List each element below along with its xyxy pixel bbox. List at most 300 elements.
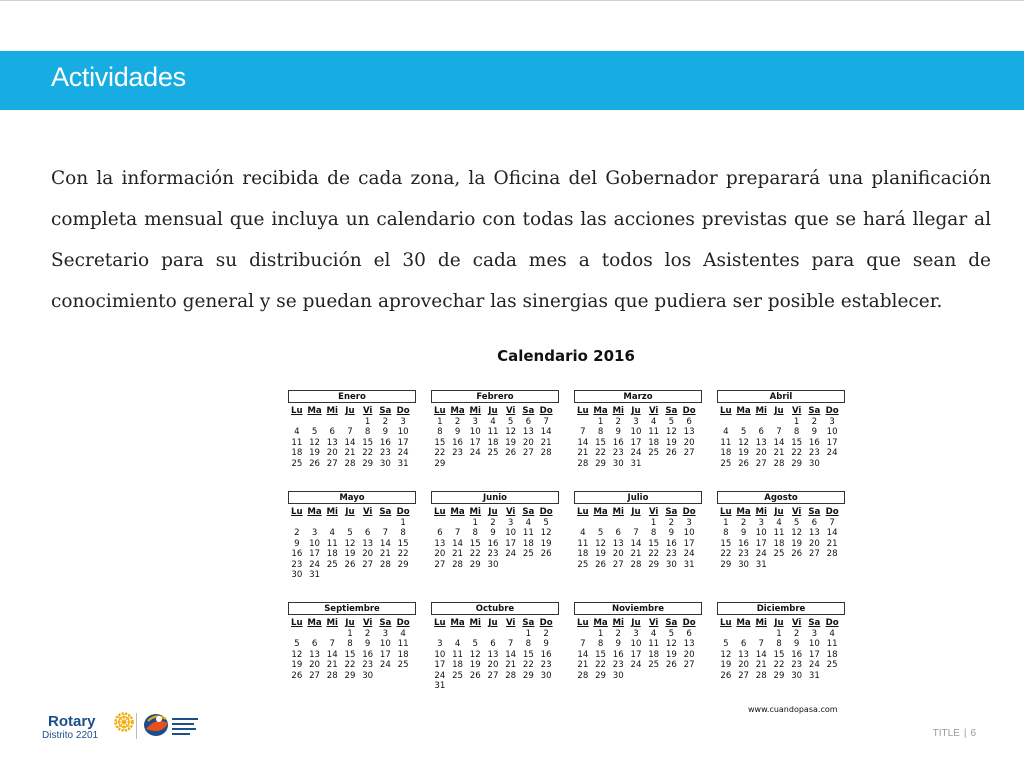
- day-cell: 15: [595, 437, 607, 448]
- day-cell: [592, 518, 610, 529]
- day-cell: 16: [791, 649, 803, 660]
- day-cell: 8: [400, 528, 406, 538]
- week-row: [431, 549, 555, 560]
- day-cell: 19: [291, 660, 303, 670]
- month-table: [288, 406, 412, 469]
- day-cell: 13: [522, 427, 534, 437]
- weekday-header-row: [431, 618, 555, 629]
- day-cell: 5: [740, 427, 747, 437]
- day-cell: [323, 629, 341, 640]
- day-cell: [306, 518, 324, 529]
- weekday-label: Ju: [488, 406, 498, 416]
- week-row: [431, 518, 555, 529]
- weekday-label: Vi: [362, 406, 373, 416]
- day-cell: 13: [362, 538, 374, 549]
- week-row: [431, 438, 555, 449]
- day-cell: 13: [683, 427, 695, 437]
- week-row: [574, 560, 698, 571]
- day-cell: 1: [347, 628, 353, 639]
- day-cell: [466, 459, 484, 470]
- day-cell: 17: [683, 538, 695, 549]
- day-cell: 10: [630, 427, 642, 437]
- day-cell: [323, 570, 341, 581]
- day-cell: 3: [633, 628, 639, 639]
- day-cell: 20: [612, 549, 624, 559]
- week-row: [431, 650, 555, 661]
- day-cell: 4: [525, 517, 532, 528]
- day-cell: [627, 518, 645, 529]
- weekday-label: Ju: [345, 507, 355, 517]
- day-cell: [823, 671, 841, 682]
- weekday-label: Do: [539, 507, 553, 517]
- top-divider: [0, 0, 1024, 1]
- day-cell: 14: [773, 437, 785, 448]
- week-row: [574, 459, 698, 470]
- day-cell: [341, 570, 359, 581]
- day-cell: 6: [329, 427, 335, 437]
- day-cell: 17: [379, 649, 391, 660]
- weekday-label: Vi: [791, 507, 802, 517]
- week-row: [717, 528, 841, 539]
- day-cell: 2: [294, 528, 300, 538]
- day-cell: [752, 629, 770, 640]
- day-cell: 16: [379, 437, 391, 448]
- day-cell: 23: [808, 448, 820, 458]
- day-cell: 15: [469, 538, 481, 549]
- slide-footer: [933, 728, 976, 739]
- day-cell: 26: [595, 559, 607, 570]
- day-cell: 27: [362, 559, 374, 570]
- day-cell: 12: [291, 649, 303, 660]
- day-cell: 24: [469, 448, 481, 458]
- day-cell: 14: [540, 427, 552, 437]
- day-cell: 28: [344, 458, 356, 469]
- weekday-label: Lu: [577, 507, 589, 517]
- day-cell: 26: [665, 660, 677, 670]
- weekday-label: Ma: [450, 618, 465, 628]
- weekday-header-row: [288, 406, 412, 417]
- day-cell: 15: [595, 649, 607, 660]
- day-cell: 20: [487, 660, 499, 670]
- weekday-label: Vi: [505, 406, 516, 416]
- day-cell: [663, 459, 681, 470]
- weekday-label: Sa: [808, 507, 821, 517]
- day-cell: 6: [758, 427, 764, 437]
- day-cell: 3: [400, 416, 406, 427]
- day-cell: 29: [362, 458, 374, 469]
- day-cell: 24: [309, 559, 321, 570]
- week-row: [574, 671, 698, 682]
- day-cell: 24: [379, 660, 391, 670]
- day-cell: 11: [773, 528, 785, 538]
- day-cell: [645, 671, 663, 682]
- weekday-label: Ma: [450, 507, 465, 517]
- day-cell: 11: [648, 639, 660, 649]
- weekday-label: Ma: [593, 618, 608, 628]
- week-row: [288, 528, 412, 539]
- day-cell: 14: [344, 437, 356, 448]
- day-cell: [680, 671, 698, 682]
- day-cell: 27: [683, 660, 695, 670]
- day-cell: 14: [577, 649, 589, 660]
- day-cell: 19: [309, 448, 321, 458]
- week-row: [717, 417, 841, 428]
- page-number: 6: [970, 728, 976, 739]
- day-cell: 2: [454, 416, 461, 427]
- day-cell: 26: [469, 670, 481, 681]
- week-row: [431, 528, 555, 539]
- day-cell: 13: [755, 437, 767, 448]
- week-row: [431, 681, 555, 692]
- weekday-label: Ju: [631, 406, 641, 416]
- week-row: [574, 417, 698, 428]
- weekday-label: Ma: [736, 406, 751, 416]
- day-cell: 19: [665, 649, 677, 660]
- day-cell: 14: [452, 538, 464, 549]
- day-cell: 1: [597, 416, 604, 427]
- week-row: [431, 660, 555, 671]
- day-cell: 4: [294, 427, 300, 437]
- day-cell: 20: [309, 660, 321, 670]
- day-cell: 8: [793, 427, 800, 437]
- weekday-label: Ju: [488, 507, 498, 517]
- body-paragraph: Con la información recibida de cada zona, la Oficina del Gobernador preparará una planificación completa mensual que incluya un calendario con todas las acciones previstas que se hará llegar al Secretario para su distribución el 30 de cada mes a todos los Asistentes para que sean de conocimiento general y se puedan aprovechar las sinergias que pudiera ser posible establecer.: [51, 168, 991, 312]
- day-cell: 28: [540, 448, 552, 458]
- week-row: [431, 427, 555, 438]
- day-cell: 10: [309, 538, 321, 549]
- day-cell: 2: [543, 628, 549, 639]
- day-cell: 1: [723, 517, 729, 528]
- weekday-label: Mi: [326, 618, 338, 628]
- day-cell: 7: [347, 427, 353, 437]
- weekday-label: Lu: [291, 618, 303, 628]
- weekday-label: Mi: [755, 507, 767, 517]
- day-cell: [537, 681, 555, 692]
- week-row: [574, 427, 698, 438]
- week-row: [288, 660, 412, 671]
- weekday-label: Ju: [631, 618, 641, 628]
- rotary-theme-logo-icon: [142, 709, 202, 741]
- day-cell: 25: [577, 559, 589, 570]
- day-cell: [735, 629, 753, 640]
- month-name: Febrero: [431, 390, 559, 403]
- day-cell: 2: [793, 628, 800, 639]
- month-name: Agosto: [717, 491, 845, 504]
- day-cell: 30: [612, 458, 624, 469]
- day-cell: 13: [738, 649, 750, 660]
- day-cell: 16: [612, 649, 624, 660]
- day-cell: 13: [309, 649, 321, 660]
- day-cell: 22: [648, 549, 660, 559]
- week-row: [288, 459, 412, 470]
- day-cell: [574, 417, 592, 428]
- day-cell: 8: [364, 427, 371, 437]
- day-cell: [377, 518, 395, 529]
- day-cell: 9: [382, 427, 389, 437]
- month-name: Diciembre: [717, 602, 845, 615]
- day-cell: 14: [577, 437, 589, 448]
- weekday-label: Ma: [307, 618, 322, 628]
- day-cell: 9: [454, 427, 461, 437]
- month-abril: [717, 390, 845, 469]
- week-row: [574, 660, 698, 671]
- day-cell: 10: [469, 427, 481, 437]
- day-cell: 20: [522, 437, 534, 448]
- day-cell: 22: [522, 660, 534, 670]
- week-row: [574, 448, 698, 459]
- day-cell: 6: [525, 416, 532, 427]
- day-cell: 27: [522, 448, 534, 458]
- day-cell: 14: [630, 538, 642, 549]
- day-cell: 18: [397, 649, 409, 660]
- day-cell: 6: [811, 517, 818, 528]
- day-cell: 18: [648, 437, 660, 448]
- week-row: [717, 438, 841, 449]
- day-cell: 30: [487, 559, 499, 570]
- day-cell: 29: [344, 670, 356, 681]
- day-cell: 25: [326, 559, 338, 570]
- day-cell: 27: [487, 670, 499, 681]
- week-row: [288, 417, 412, 428]
- day-cell: 29: [434, 458, 446, 469]
- day-cell: 26: [665, 448, 677, 458]
- day-cell: 2: [668, 517, 675, 528]
- day-cell: [288, 629, 306, 640]
- calendar-title: Calendario 2016: [497, 347, 635, 365]
- day-cell: 10: [755, 528, 767, 538]
- day-cell: 25: [397, 660, 409, 670]
- day-cell: 6: [740, 639, 747, 649]
- day-cell: 5: [723, 639, 729, 649]
- week-row: [431, 459, 555, 470]
- day-cell: 4: [650, 628, 657, 639]
- day-cell: 19: [595, 549, 607, 559]
- day-cell: 31: [397, 458, 409, 469]
- day-cell: 16: [808, 437, 820, 448]
- day-cell: 19: [791, 538, 803, 549]
- day-cell: 26: [505, 448, 517, 458]
- footer-separator: |: [963, 728, 967, 739]
- day-cell: 2: [382, 416, 389, 427]
- day-cell: 22: [791, 448, 803, 458]
- day-cell: 28: [577, 458, 589, 469]
- day-cell: 9: [615, 639, 621, 649]
- day-cell: 15: [648, 538, 660, 549]
- day-cell: 22: [773, 660, 785, 670]
- month-table: [431, 618, 555, 692]
- day-cell: 6: [686, 628, 692, 639]
- day-cell: 19: [505, 437, 517, 448]
- weekday-label: Sa: [379, 618, 392, 628]
- day-cell: 14: [755, 649, 767, 660]
- week-row: [288, 448, 412, 459]
- day-cell: 19: [665, 437, 677, 448]
- day-cell: 27: [738, 670, 750, 681]
- day-cell: 2: [615, 628, 621, 639]
- month-name: Junio: [431, 491, 559, 504]
- day-cell: 15: [397, 538, 409, 549]
- day-cell: [431, 518, 449, 529]
- day-cell: 10: [434, 649, 446, 660]
- day-cell: 30: [808, 458, 820, 469]
- day-cell: 26: [791, 549, 803, 559]
- day-cell: 11: [487, 427, 499, 437]
- week-row: [288, 639, 412, 650]
- month-diciembre: [717, 602, 845, 681]
- day-cell: 5: [543, 517, 549, 528]
- weekday-label: Ju: [345, 406, 355, 416]
- day-cell: 15: [362, 437, 374, 448]
- day-cell: 20: [326, 448, 338, 458]
- day-cell: [377, 671, 395, 682]
- day-cell: 9: [793, 639, 800, 649]
- weekday-label: Do: [396, 618, 410, 628]
- day-cell: 3: [311, 528, 318, 538]
- day-cell: 22: [720, 549, 732, 559]
- day-cell: 15: [773, 649, 785, 660]
- week-row: [574, 539, 698, 550]
- month-octubre: [431, 602, 559, 692]
- day-cell: 9: [811, 427, 818, 437]
- day-cell: 9: [668, 528, 675, 538]
- weekday-label: Do: [825, 618, 839, 628]
- month-name: Septiembre: [288, 602, 416, 615]
- week-row: [574, 639, 698, 650]
- day-cell: 23: [738, 549, 750, 559]
- weekday-label: Sa: [665, 406, 678, 416]
- day-cell: 12: [469, 649, 481, 660]
- day-cell: 2: [364, 628, 371, 639]
- day-cell: 28: [505, 670, 517, 681]
- day-cell: 17: [808, 649, 820, 660]
- day-cell: 22: [595, 448, 607, 458]
- day-cell: [663, 671, 681, 682]
- day-cell: 9: [490, 528, 496, 538]
- day-cell: 17: [505, 538, 517, 549]
- weekday-header-row: [431, 406, 555, 417]
- weekday-label: Ma: [307, 406, 322, 416]
- weekday-label: Vi: [648, 507, 659, 517]
- day-cell: 31: [755, 559, 767, 570]
- week-row: [431, 629, 555, 640]
- day-cell: 6: [311, 639, 318, 649]
- day-cell: 31: [630, 458, 642, 469]
- day-cell: 15: [791, 437, 803, 448]
- day-cell: 6: [615, 528, 621, 538]
- day-cell: 7: [543, 416, 549, 427]
- day-cell: 13: [808, 528, 820, 538]
- week-row: [431, 448, 555, 459]
- weekday-header-row: [288, 618, 412, 629]
- day-cell: 25: [452, 670, 464, 681]
- day-cell: 7: [329, 639, 335, 649]
- day-cell: [323, 518, 341, 529]
- day-cell: [770, 417, 788, 428]
- day-cell: [717, 417, 735, 428]
- day-cell: 30: [291, 570, 303, 580]
- day-cell: [502, 459, 520, 470]
- day-cell: 5: [294, 639, 300, 649]
- day-cell: 7: [776, 427, 782, 437]
- month-table: [574, 618, 698, 681]
- week-row: [288, 650, 412, 661]
- day-cell: [394, 671, 412, 682]
- day-cell: 23: [612, 660, 624, 670]
- day-cell: 19: [720, 660, 732, 670]
- month-marzo: [574, 390, 702, 469]
- weekday-header-row: [717, 507, 841, 518]
- week-row: [431, 560, 555, 571]
- day-cell: 22: [434, 448, 446, 458]
- weekday-label: Sa: [808, 406, 821, 416]
- day-cell: 8: [347, 639, 353, 649]
- rotary-wordmark: Rotary: [48, 713, 96, 730]
- day-cell: 17: [309, 549, 321, 559]
- day-cell: 7: [382, 528, 389, 538]
- calendar-source: www.cuandopasa.com: [748, 705, 838, 714]
- day-cell: 23: [379, 448, 391, 458]
- weekday-label: Ma: [593, 507, 608, 517]
- day-cell: 12: [665, 427, 677, 437]
- day-cell: [609, 518, 627, 529]
- day-cell: 11: [522, 528, 534, 538]
- day-cell: 13: [683, 639, 695, 649]
- day-cell: 24: [630, 660, 642, 670]
- day-cell: [770, 560, 788, 571]
- day-cell: 10: [808, 639, 820, 649]
- day-cell: 11: [452, 649, 464, 660]
- day-cell: 21: [379, 549, 391, 559]
- weekday-label: Sa: [522, 507, 535, 517]
- day-cell: 9: [543, 639, 549, 649]
- day-cell: 30: [738, 559, 750, 570]
- day-cell: 11: [577, 538, 589, 549]
- month-name: Julio: [574, 491, 702, 504]
- weekday-label: Mi: [326, 406, 338, 416]
- weekday-label: Lu: [720, 507, 732, 517]
- day-cell: 3: [633, 416, 639, 427]
- day-cell: [520, 681, 538, 692]
- week-row: [717, 539, 841, 550]
- month-name: Noviembre: [574, 602, 702, 615]
- weekday-label: Lu: [291, 406, 303, 416]
- day-cell: [359, 518, 377, 529]
- day-cell: 21: [505, 660, 517, 670]
- day-cell: 1: [437, 416, 443, 427]
- day-cell: 20: [362, 549, 374, 559]
- day-cell: 16: [452, 437, 464, 448]
- day-cell: [537, 560, 555, 571]
- day-cell: 12: [665, 639, 677, 649]
- week-row: [717, 629, 841, 640]
- day-cell: 5: [793, 517, 800, 528]
- week-row: [288, 560, 412, 571]
- month-name: Mayo: [288, 491, 416, 504]
- week-row: [717, 518, 841, 529]
- month-name: Marzo: [574, 390, 702, 403]
- day-cell: 19: [540, 538, 552, 549]
- day-cell: 3: [507, 517, 514, 528]
- weekday-label: Ju: [345, 618, 355, 628]
- week-row: [574, 629, 698, 640]
- weekday-label: Mi: [469, 507, 481, 517]
- day-cell: 14: [505, 649, 517, 660]
- day-cell: 28: [773, 458, 785, 469]
- day-cell: 12: [720, 649, 732, 660]
- day-cell: 28: [630, 559, 642, 570]
- day-cell: 25: [522, 549, 534, 559]
- day-cell: 4: [329, 528, 335, 538]
